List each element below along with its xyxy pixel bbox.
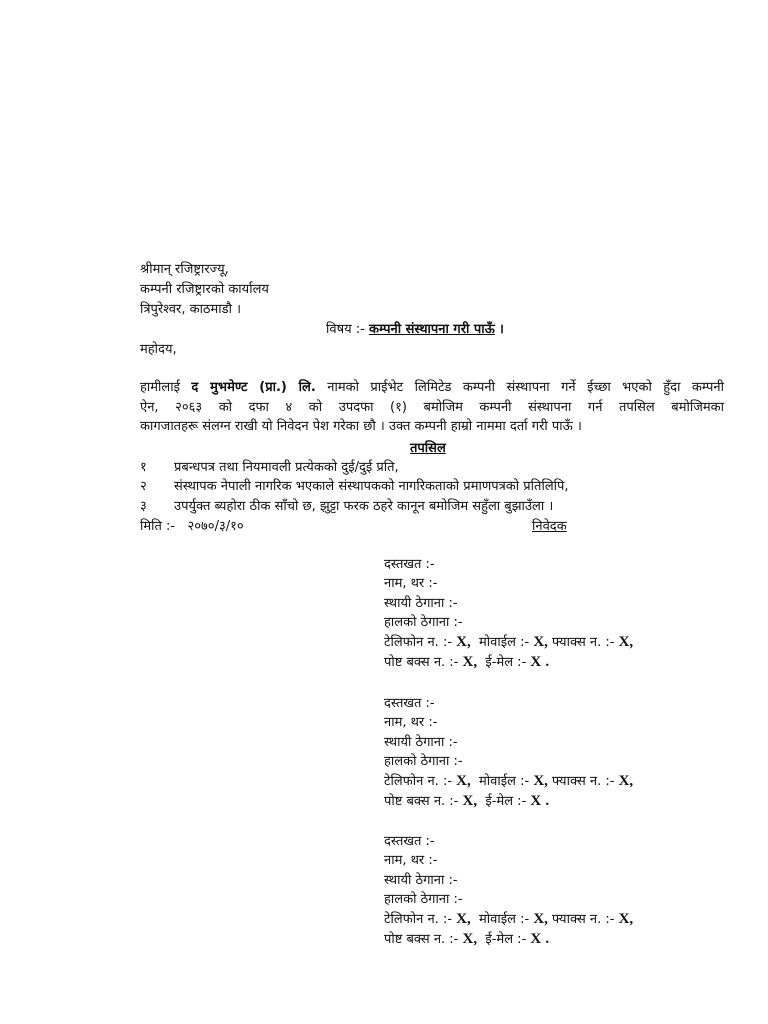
date-value: २०७०/३/१० — [187, 519, 244, 534]
subject-label: विषय :- — [326, 322, 365, 337]
addressee-office: कम्पनी रजिष्ट्रारको कार्यालय — [140, 282, 269, 297]
mobile-value: X — [533, 634, 545, 650]
phone-value: X — [456, 911, 468, 927]
name-field: नाम, थर :- — [384, 853, 438, 868]
schedule-item — [140, 458, 399, 477]
separator: , — [473, 793, 478, 809]
separator: , — [467, 634, 471, 650]
body-suffix: नामको प्राईभेट लिमिटेड कम्पनी संस्थापना गर्ने ईच्छा भएको हुँदा कम्पनी — [327, 380, 724, 395]
body-prefix: हामीलाई — [140, 380, 180, 395]
fax-label: फ्याक्स न. :- — [552, 774, 615, 789]
fax-label: फ्याक्स न. :- — [552, 912, 615, 927]
schedule-heading: तपसिल — [410, 441, 446, 456]
item-text: उपर्युक्त ब्यहोरा ठीक साँचो छ, झुट्टा फरक ठहरे कानून बमोजिम सहुँला बुझाउँला । — [174, 499, 554, 514]
date-label: मिति :- — [140, 519, 176, 534]
fax-value: X — [618, 773, 630, 789]
postal-line — [384, 930, 549, 949]
subject-end: । — [499, 322, 504, 337]
item-number: १ — [140, 460, 147, 475]
date-line — [140, 517, 244, 536]
pobox-label: पोष्ट बक्स न. :- — [384, 794, 459, 809]
item-number: ३ — [140, 499, 147, 514]
current-address-field: हालको ठेगाना :- — [384, 892, 463, 907]
terminator: . — [545, 931, 550, 947]
separator: , — [544, 911, 548, 927]
separator: , — [473, 931, 478, 947]
separator: , — [467, 911, 471, 927]
mobile-label: मोवाईल :- — [479, 774, 530, 789]
mobile-label: मोवाईल :- — [479, 635, 530, 650]
email-label: ई-मेल :- — [485, 932, 527, 947]
phone-value: X — [456, 773, 468, 789]
signature-field: दस्तखत :- — [384, 834, 435, 849]
contact-line — [384, 633, 633, 652]
separator: , — [473, 654, 478, 670]
pobox-label: पोष्ट बक्स न. :- — [384, 932, 459, 947]
body-line-1 — [140, 378, 724, 397]
email-label: ई-मेल :- — [485, 794, 527, 809]
mobile-value: X — [533, 911, 545, 927]
name-field: नाम, थर :- — [384, 715, 438, 730]
contact-line — [384, 772, 633, 791]
permanent-address-field: स्थायी ठेगाना :- — [384, 735, 458, 750]
phone-label: टेलिफोन न. :- — [384, 635, 453, 650]
terminator: . — [545, 654, 550, 670]
phone-label: टेलिफोन न. :- — [384, 774, 453, 789]
separator: , — [544, 634, 548, 650]
pobox-value: X — [462, 793, 474, 809]
signature-field: दस्तखत :- — [384, 557, 435, 572]
mobile-value: X — [533, 773, 545, 789]
addressee-location: त्रिपुरेश्वर, काठमाडौ । — [140, 302, 242, 317]
fax-label: फ्याक्स न. :- — [552, 635, 615, 650]
separator: , — [467, 773, 471, 789]
separator: , — [629, 773, 634, 789]
email-value: X — [530, 654, 542, 670]
item-text: प्रबन्धपत्र तथा नियमावली प्रत्येकको दुई/दुई प्रति, — [174, 460, 399, 475]
subject-text: कम्पनी संस्थापना गरी पाऊँ — [369, 322, 495, 337]
schedule-item — [140, 497, 553, 516]
addressee-title: श्रीमान् रजिष्ट्रारज्यू, — [140, 262, 229, 277]
subject-line — [326, 320, 504, 339]
permanent-address-field: स्थायी ठेगाना :- — [384, 873, 458, 888]
postal-line — [384, 653, 549, 672]
pobox-value: X — [462, 654, 474, 670]
mobile-label: मोवाईल :- — [479, 912, 530, 927]
applicant-heading: निवेदक — [532, 519, 567, 534]
phone-label: टेलिफोन न. :- — [384, 912, 453, 927]
terminator: . — [545, 793, 550, 809]
item-text: संस्थापक नेपाली नागरिक भएकाले संस्थापकको नागरिकताको प्रमाणपत्रको प्रतिलिपि, — [174, 479, 569, 494]
separator: , — [629, 634, 634, 650]
name-field: नाम, थर :- — [384, 576, 438, 591]
email-value: X — [530, 931, 542, 947]
postal-line — [384, 792, 549, 811]
pobox-label: पोष्ट बक्स न. :- — [384, 655, 459, 670]
contact-line — [384, 910, 633, 929]
email-value: X — [530, 793, 542, 809]
company-name: द मुभमेण्ट (प्रा.) लि. — [191, 380, 316, 395]
item-number: २ — [140, 479, 147, 494]
signature-field: दस्तखत :- — [384, 696, 435, 711]
fax-value: X — [618, 911, 630, 927]
current-address-field: हालको ठेगाना :- — [384, 615, 463, 630]
permanent-address-field: स्थायी ठेगाना :- — [384, 596, 458, 611]
current-address-field: हालको ठेगाना :- — [384, 754, 463, 769]
separator: , — [544, 773, 548, 789]
schedule-item — [140, 477, 569, 496]
body-line-3: कागजातहरू संलग्न राखी यो निवेदन पेश गरेका छौ । उक्त कम्पनी हाम्रो नाममा दर्ता गरी पाऊँ । — [140, 419, 582, 434]
salutation: महोदय, — [140, 342, 177, 357]
phone-value: X — [456, 634, 468, 650]
body-line-2: ऐन, २०६३ को दफा ४ को उपदफा (१) बमोजिम कम्पनी संस्थापना गर्न तपसिल बमोजिमका — [140, 400, 724, 415]
fax-value: X — [618, 634, 630, 650]
pobox-value: X — [462, 931, 474, 947]
email-label: ई-मेल :- — [485, 655, 527, 670]
separator: , — [629, 911, 634, 927]
